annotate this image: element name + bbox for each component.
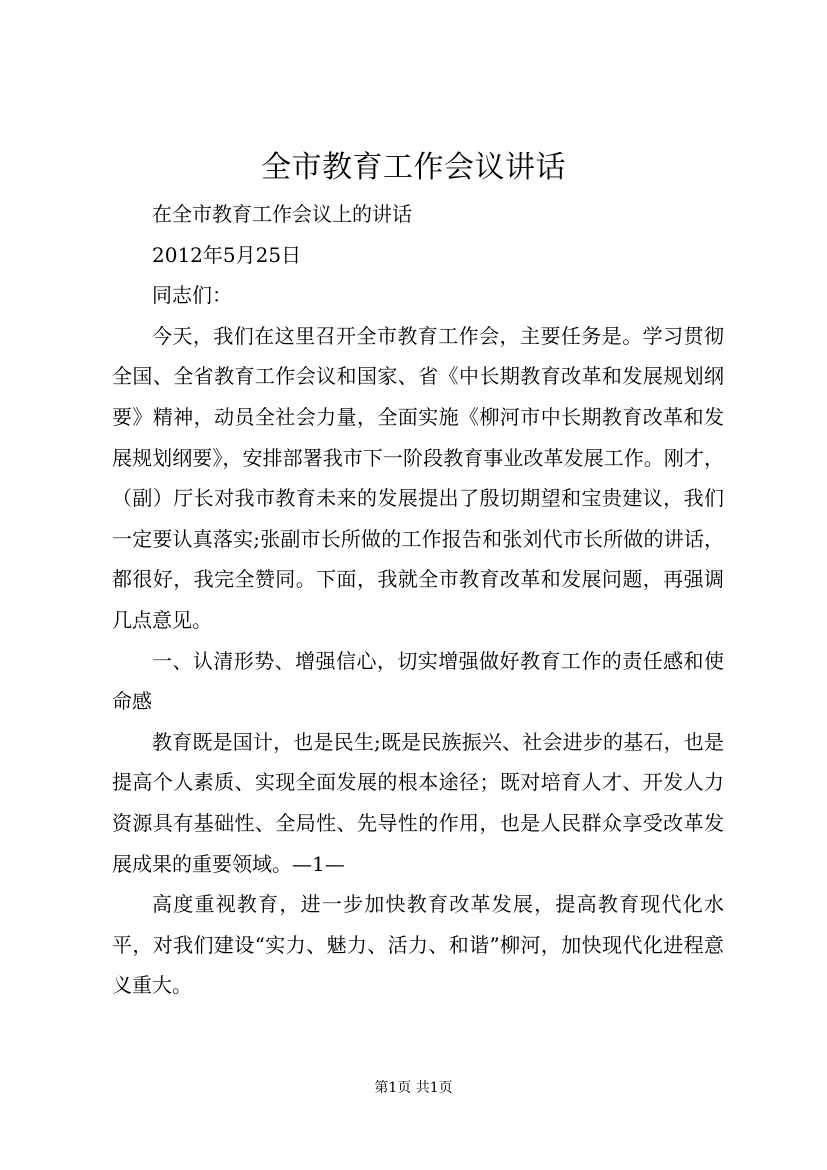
- speech-date: 2012年5月25日: [152, 242, 302, 267]
- paragraph-intro: 今天，我们在这里召开全市教育工作会，主要任务是。学习贯彻全国、全省教育工作会议和国家、省《中长期教育改革和发展规划纲要》精神，动员全社会力量，全面实施《柳河市中长期教育改革和发展规划纲要》，安排部署我市下一阶段教育事业改革发展工作。刚才，（副）厅长对我市教育未来的发展提出了殷切期望和宝贵建议，我们一定要认真落实;张副市长所做的工作报告和张刘代市长所做的讲话，都很好，我完全赞同。下面，我就全市教育改革和发展问题，再强调几点意见。: [112, 323, 724, 632]
- page-footer: 第1页 共1页: [374, 1080, 453, 1096]
- document-title: 全市教育工作会议讲话: [261, 150, 566, 185]
- paragraph-education: 教育既是国计，也是民生;既是民族振兴、社会进步的基石，也是提高个人素质、实现全面发展的根本途径；既对培育人才、开发人力资源具有基础性、全局性、先导性的作用，也是人民群众享受改革发展成果的重要领域。—1—: [112, 729, 724, 876]
- section-heading-1: 一、认清形势、增强信心，切实增强做好教育工作的责任感和使命感: [112, 648, 724, 714]
- speech-heading: 在全市教育工作会议上的讲话: [152, 202, 412, 226]
- paragraph-importance: 高度重视教育，进一步加快教育改革发展，提高教育现代化水平，对我们建设“实力、魅力、活力、和谐”柳河，加快现代化进程意义重大。: [112, 892, 724, 998]
- document-body: [112, 194, 724, 1006]
- salutation: 同志们：: [152, 283, 232, 308]
